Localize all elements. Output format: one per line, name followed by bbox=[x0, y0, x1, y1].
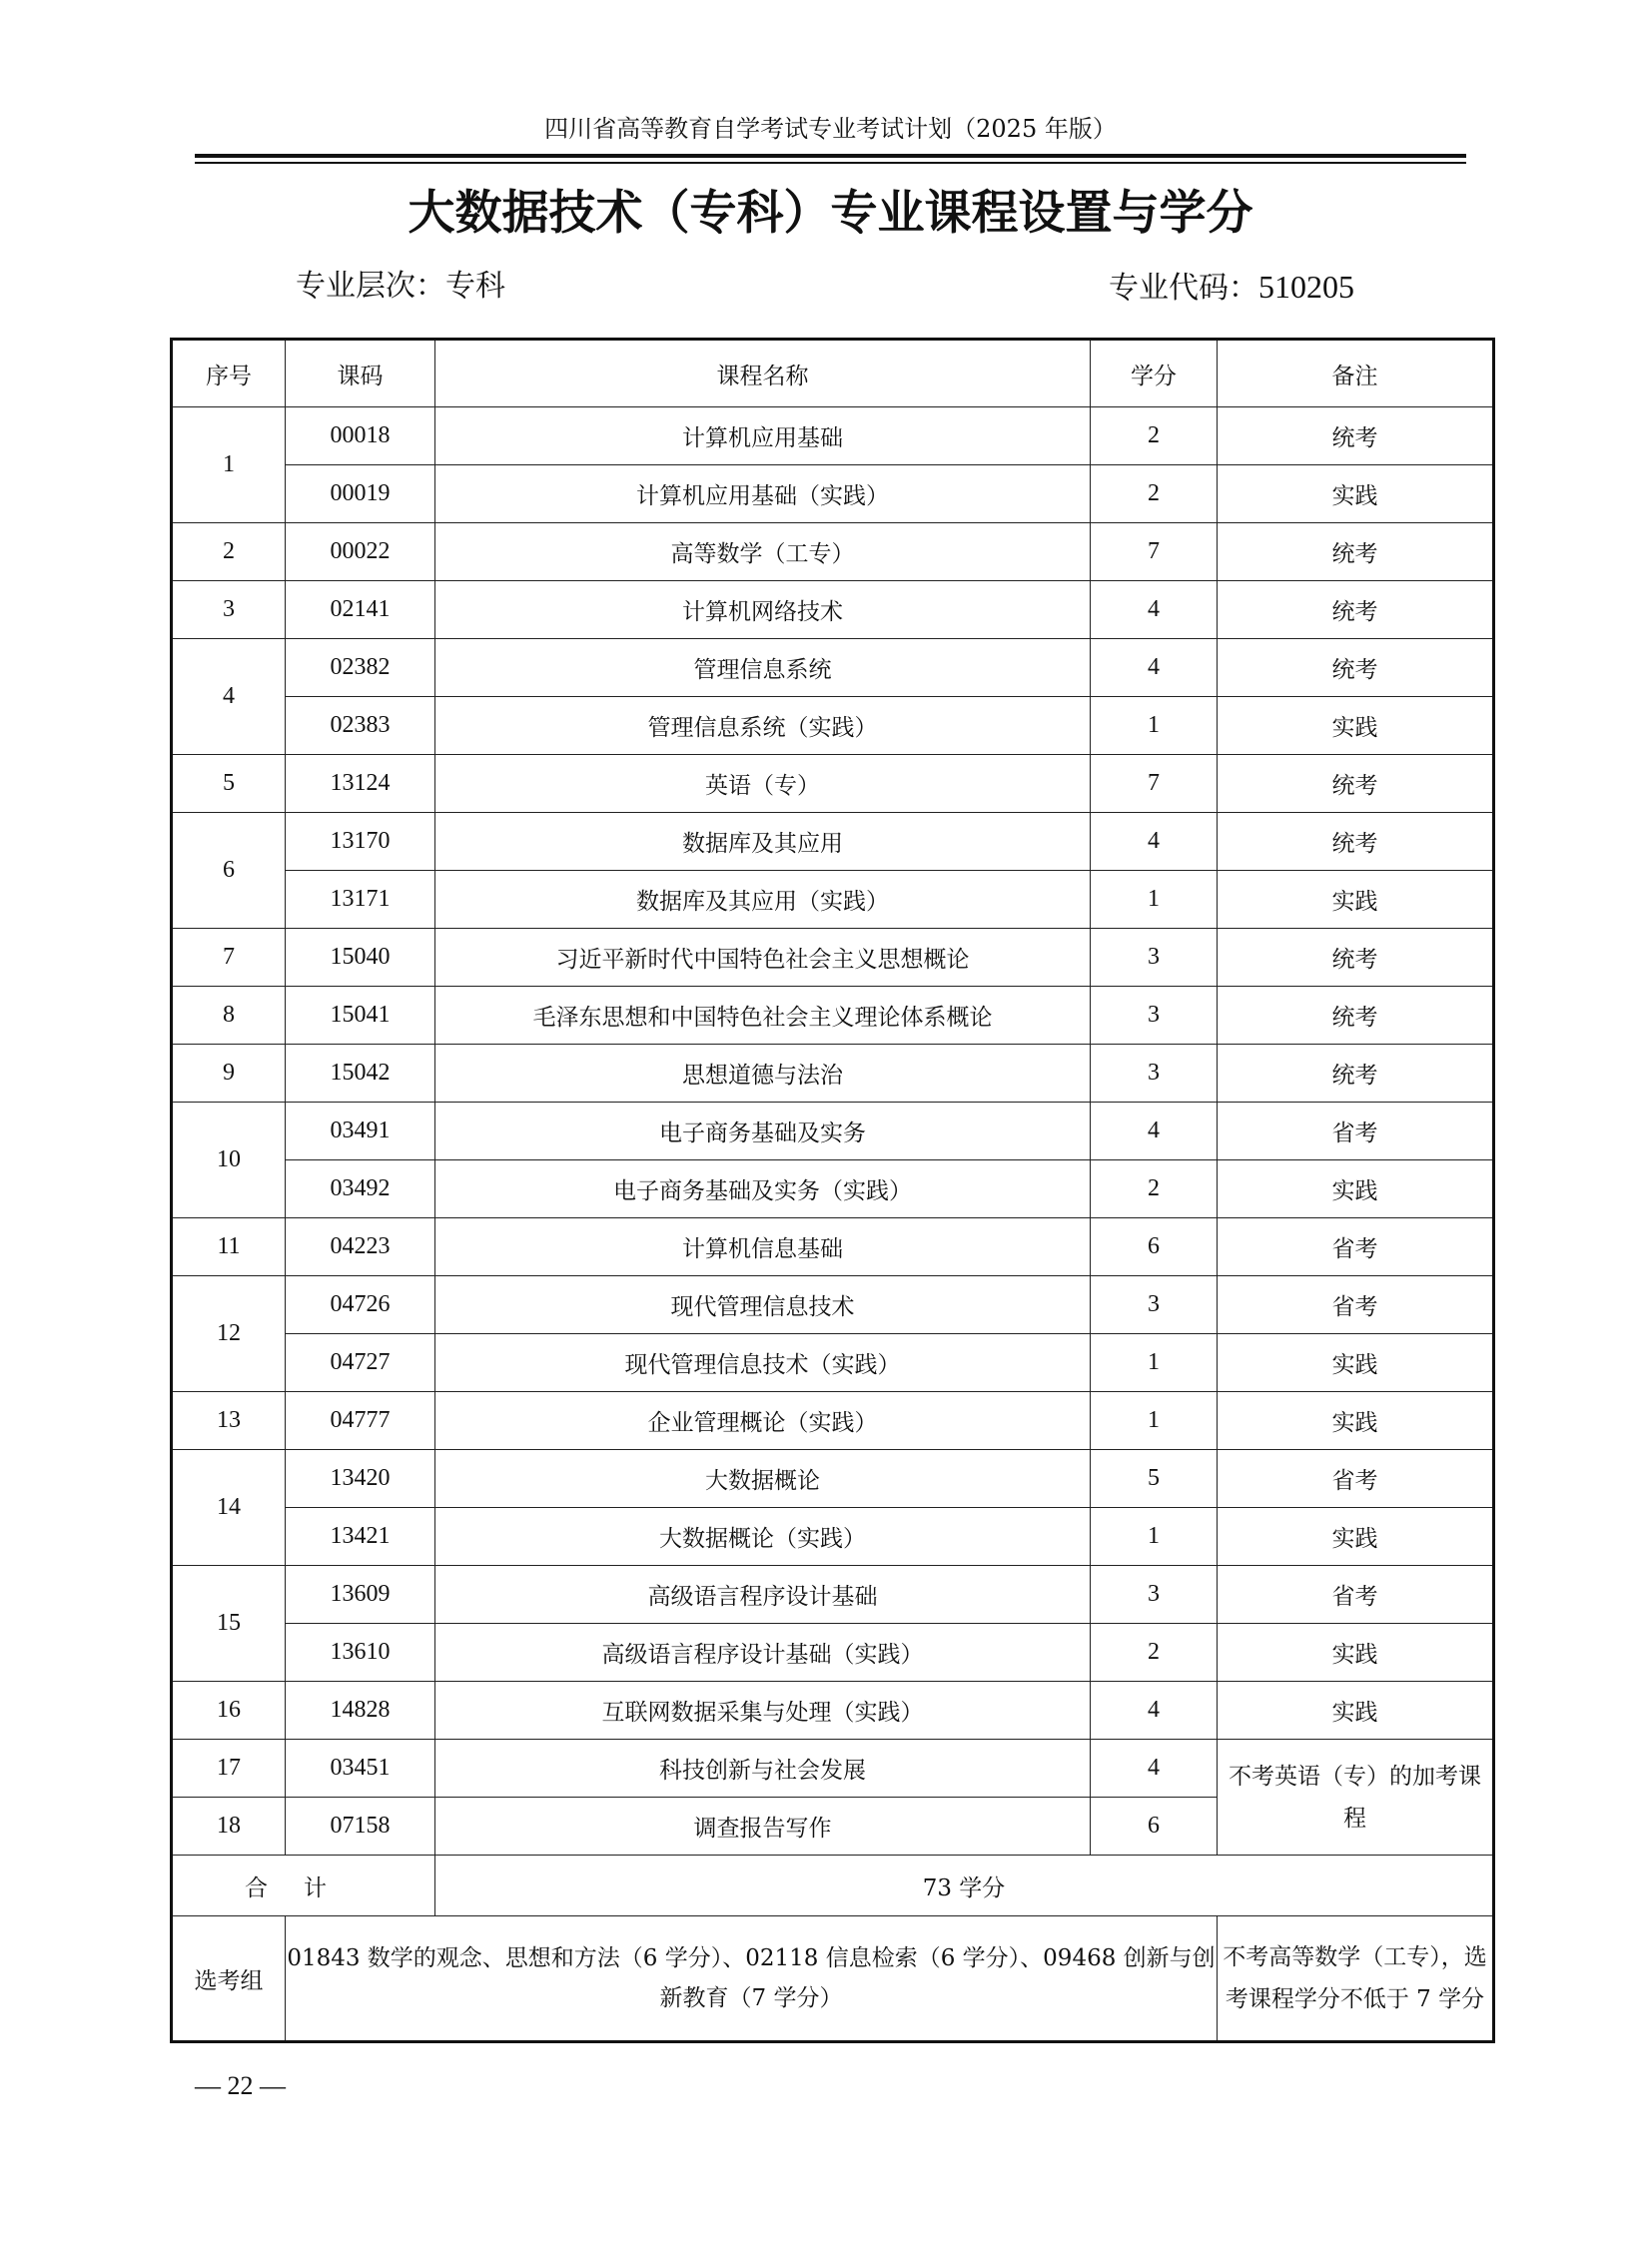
table-row bbox=[172, 1334, 1494, 1392]
course-remark: 实践 bbox=[1218, 1392, 1494, 1450]
course-name: 互联网数据采集与处理（实践） bbox=[435, 1682, 1091, 1740]
column-header-seq: 序号 bbox=[172, 340, 286, 407]
course-name: 思想道德与法治 bbox=[435, 1045, 1091, 1103]
course-code: 04727 bbox=[286, 1334, 435, 1392]
row-seq: 12 bbox=[172, 1276, 286, 1392]
course-code: 07158 bbox=[286, 1798, 435, 1856]
elective-row bbox=[172, 1916, 1494, 2042]
major-level-label: 专业层次： bbox=[296, 269, 445, 304]
course-credit: 1 bbox=[1091, 697, 1218, 755]
table-row bbox=[172, 929, 1494, 987]
course-credit: 6 bbox=[1091, 1798, 1218, 1856]
course-credit: 1 bbox=[1091, 871, 1218, 929]
elective-note: 不考高等数学（工专），选考课程学分不低于 7 学分 bbox=[1218, 1916, 1494, 2042]
row-seq: 7 bbox=[172, 929, 286, 987]
row-seq: 5 bbox=[172, 755, 286, 813]
table-row bbox=[172, 1508, 1494, 1566]
course-remark: 统考 bbox=[1218, 813, 1494, 871]
course-name: 英语（专） bbox=[435, 755, 1091, 813]
course-code: 13170 bbox=[286, 813, 435, 871]
column-header-remark: 备注 bbox=[1218, 340, 1494, 407]
course-name: 计算机应用基础 bbox=[435, 407, 1091, 465]
course-name: 大数据概论 bbox=[435, 1450, 1091, 1508]
course-credit: 1 bbox=[1091, 1508, 1218, 1566]
row-seq: 9 bbox=[172, 1045, 286, 1103]
header-rule-thin bbox=[195, 162, 1466, 164]
table-row bbox=[172, 1624, 1494, 1682]
row-seq: 1 bbox=[172, 407, 286, 523]
table-row bbox=[172, 1682, 1494, 1740]
course-credit: 3 bbox=[1091, 987, 1218, 1045]
table-row bbox=[172, 523, 1494, 581]
row-seq: 8 bbox=[172, 987, 286, 1045]
course-code: 13421 bbox=[286, 1508, 435, 1566]
total-value: 73 学分 bbox=[435, 1856, 1494, 1916]
total-label: 合计 bbox=[172, 1856, 435, 1916]
course-remark: 实践 bbox=[1218, 1682, 1494, 1740]
table-row bbox=[172, 1045, 1494, 1103]
course-remark: 统考 bbox=[1218, 755, 1494, 813]
course-code: 02383 bbox=[286, 697, 435, 755]
course-credit: 7 bbox=[1091, 755, 1218, 813]
course-name: 计算机应用基础（实践） bbox=[435, 465, 1091, 523]
course-code: 02141 bbox=[286, 581, 435, 639]
course-name: 计算机网络技术 bbox=[435, 581, 1091, 639]
major-code bbox=[1109, 266, 1354, 310]
course-remark: 统考 bbox=[1218, 581, 1494, 639]
course-remark: 省考 bbox=[1218, 1218, 1494, 1276]
course-credit: 2 bbox=[1091, 407, 1218, 465]
row-seq: 4 bbox=[172, 639, 286, 755]
course-credit: 6 bbox=[1091, 1218, 1218, 1276]
course-code: 04726 bbox=[286, 1276, 435, 1334]
column-header-credit: 学分 bbox=[1091, 340, 1218, 407]
course-name: 高级语言程序设计基础（实践） bbox=[435, 1624, 1091, 1682]
course-name: 大数据概论（实践） bbox=[435, 1508, 1091, 1566]
course-remark: 省考 bbox=[1218, 1450, 1494, 1508]
column-header-name: 课程名称 bbox=[435, 340, 1091, 407]
column-header-code: 课码 bbox=[286, 340, 435, 407]
course-code: 00018 bbox=[286, 407, 435, 465]
course-code: 03491 bbox=[286, 1103, 435, 1160]
course-name: 电子商务基础及实务（实践） bbox=[435, 1160, 1091, 1218]
course-credit: 7 bbox=[1091, 523, 1218, 581]
course-name: 计算机信息基础 bbox=[435, 1218, 1091, 1276]
total-row bbox=[172, 1856, 1494, 1916]
running-header: 四川省高等教育自学考试专业考试计划（2025 年版） bbox=[544, 115, 1117, 143]
course-remark: 省考 bbox=[1218, 1566, 1494, 1624]
course-code: 13124 bbox=[286, 755, 435, 813]
course-remark: 实践 bbox=[1218, 1160, 1494, 1218]
course-name: 数据库及其应用 bbox=[435, 813, 1091, 871]
table-row bbox=[172, 1450, 1494, 1508]
table-row bbox=[172, 465, 1494, 523]
page-number: — 22 — bbox=[195, 2071, 286, 2100]
course-code: 03492 bbox=[286, 1160, 435, 1218]
course-credit: 3 bbox=[1091, 929, 1218, 987]
course-remark: 统考 bbox=[1218, 523, 1494, 581]
course-remark: 统考 bbox=[1218, 1045, 1494, 1103]
course-code: 15040 bbox=[286, 929, 435, 987]
major-code-value: 510205 bbox=[1258, 269, 1354, 305]
table-row bbox=[172, 581, 1494, 639]
course-name: 电子商务基础及实务 bbox=[435, 1103, 1091, 1160]
course-code: 00019 bbox=[286, 465, 435, 523]
course-credit: 4 bbox=[1091, 813, 1218, 871]
table-row bbox=[172, 1160, 1494, 1218]
row-seq: 3 bbox=[172, 581, 286, 639]
elective-label: 选考组 bbox=[172, 1916, 286, 2042]
course-credit: 5 bbox=[1091, 1450, 1218, 1508]
course-credit: 3 bbox=[1091, 1276, 1218, 1334]
course-remark: 省考 bbox=[1218, 1276, 1494, 1334]
course-name: 数据库及其应用（实践） bbox=[435, 871, 1091, 929]
row-seq: 11 bbox=[172, 1218, 286, 1276]
table-row bbox=[172, 639, 1494, 697]
table-row bbox=[172, 1103, 1494, 1160]
course-code: 00022 bbox=[286, 523, 435, 581]
course-name: 习近平新时代中国特色社会主义思想概论 bbox=[435, 929, 1091, 987]
course-remark: 统考 bbox=[1218, 639, 1494, 697]
course-credit: 2 bbox=[1091, 1160, 1218, 1218]
course-remark: 实践 bbox=[1218, 465, 1494, 523]
major-code-label: 专业代码： bbox=[1109, 271, 1258, 306]
course-name: 现代管理信息技术（实践） bbox=[435, 1334, 1091, 1392]
course-code: 04223 bbox=[286, 1218, 435, 1276]
course-remark: 实践 bbox=[1218, 871, 1494, 929]
course-credit: 1 bbox=[1091, 1392, 1218, 1450]
course-name: 毛泽东思想和中国特色社会主义理论体系概论 bbox=[435, 987, 1091, 1045]
row-seq: 14 bbox=[172, 1450, 286, 1566]
course-credit: 1 bbox=[1091, 1334, 1218, 1392]
row-seq: 10 bbox=[172, 1103, 286, 1218]
course-credit: 4 bbox=[1091, 1103, 1218, 1160]
course-remark: 不考英语（专）的加考课程 bbox=[1218, 1740, 1494, 1856]
row-seq: 18 bbox=[172, 1798, 286, 1856]
course-name: 管理信息系统 bbox=[435, 639, 1091, 697]
course-name: 科技创新与社会发展 bbox=[435, 1740, 1091, 1798]
course-remark: 实践 bbox=[1218, 1508, 1494, 1566]
table-row bbox=[172, 813, 1494, 871]
table-row bbox=[172, 1392, 1494, 1450]
course-code: 04777 bbox=[286, 1392, 435, 1450]
table-row bbox=[172, 697, 1494, 755]
course-remark: 统考 bbox=[1218, 407, 1494, 465]
row-seq: 16 bbox=[172, 1682, 286, 1740]
course-name: 现代管理信息技术 bbox=[435, 1276, 1091, 1334]
table-row bbox=[172, 1276, 1494, 1334]
course-code: 14828 bbox=[286, 1682, 435, 1740]
course-credit: 4 bbox=[1091, 581, 1218, 639]
row-seq: 13 bbox=[172, 1392, 286, 1450]
course-credit: 2 bbox=[1091, 465, 1218, 523]
row-seq: 15 bbox=[172, 1566, 286, 1682]
course-code: 13609 bbox=[286, 1566, 435, 1624]
table-row bbox=[172, 1566, 1494, 1624]
course-code: 02382 bbox=[286, 639, 435, 697]
course-remark: 实践 bbox=[1218, 697, 1494, 755]
course-credit: 3 bbox=[1091, 1045, 1218, 1103]
course-remark: 统考 bbox=[1218, 987, 1494, 1045]
course-code: 13610 bbox=[286, 1624, 435, 1682]
course-code: 13171 bbox=[286, 871, 435, 929]
course-credit: 4 bbox=[1091, 1740, 1218, 1798]
course-code: 03451 bbox=[286, 1740, 435, 1798]
course-remark: 统考 bbox=[1218, 929, 1494, 987]
row-seq: 6 bbox=[172, 813, 286, 929]
page-title: 大数据技术（专科）专业课程设置与学分 bbox=[408, 186, 1253, 241]
table-row bbox=[172, 871, 1494, 929]
table-row bbox=[172, 1218, 1494, 1276]
course-credit: 3 bbox=[1091, 1566, 1218, 1624]
course-code: 15041 bbox=[286, 987, 435, 1045]
course-table bbox=[170, 338, 1495, 2043]
table-row bbox=[172, 1740, 1494, 1798]
major-level-value: 专科 bbox=[445, 269, 505, 304]
row-seq: 17 bbox=[172, 1740, 286, 1798]
course-name: 高等数学（工专） bbox=[435, 523, 1091, 581]
elective-courses: 01843 数学的观念、思想和方法（6 学分）、02118 信息检索（6 学分）、09468 创新与创新教育（7 学分） bbox=[286, 1916, 1218, 2042]
table-row bbox=[172, 755, 1494, 813]
table-header-row bbox=[172, 340, 1494, 407]
course-name: 高级语言程序设计基础 bbox=[435, 1566, 1091, 1624]
course-code: 15042 bbox=[286, 1045, 435, 1103]
course-credit: 4 bbox=[1091, 639, 1218, 697]
course-remark: 省考 bbox=[1218, 1103, 1494, 1160]
major-level bbox=[296, 266, 505, 308]
course-remark: 实践 bbox=[1218, 1334, 1494, 1392]
course-name: 企业管理概论（实践） bbox=[435, 1392, 1091, 1450]
course-credit: 4 bbox=[1091, 1682, 1218, 1740]
row-seq: 2 bbox=[172, 523, 286, 581]
table-row bbox=[172, 987, 1494, 1045]
course-credit: 2 bbox=[1091, 1624, 1218, 1682]
header-rule-thick bbox=[195, 154, 1466, 158]
course-name: 调查报告写作 bbox=[435, 1798, 1091, 1856]
course-remark: 实践 bbox=[1218, 1624, 1494, 1682]
table-row bbox=[172, 407, 1494, 465]
course-code: 13420 bbox=[286, 1450, 435, 1508]
course-name: 管理信息系统（实践） bbox=[435, 697, 1091, 755]
